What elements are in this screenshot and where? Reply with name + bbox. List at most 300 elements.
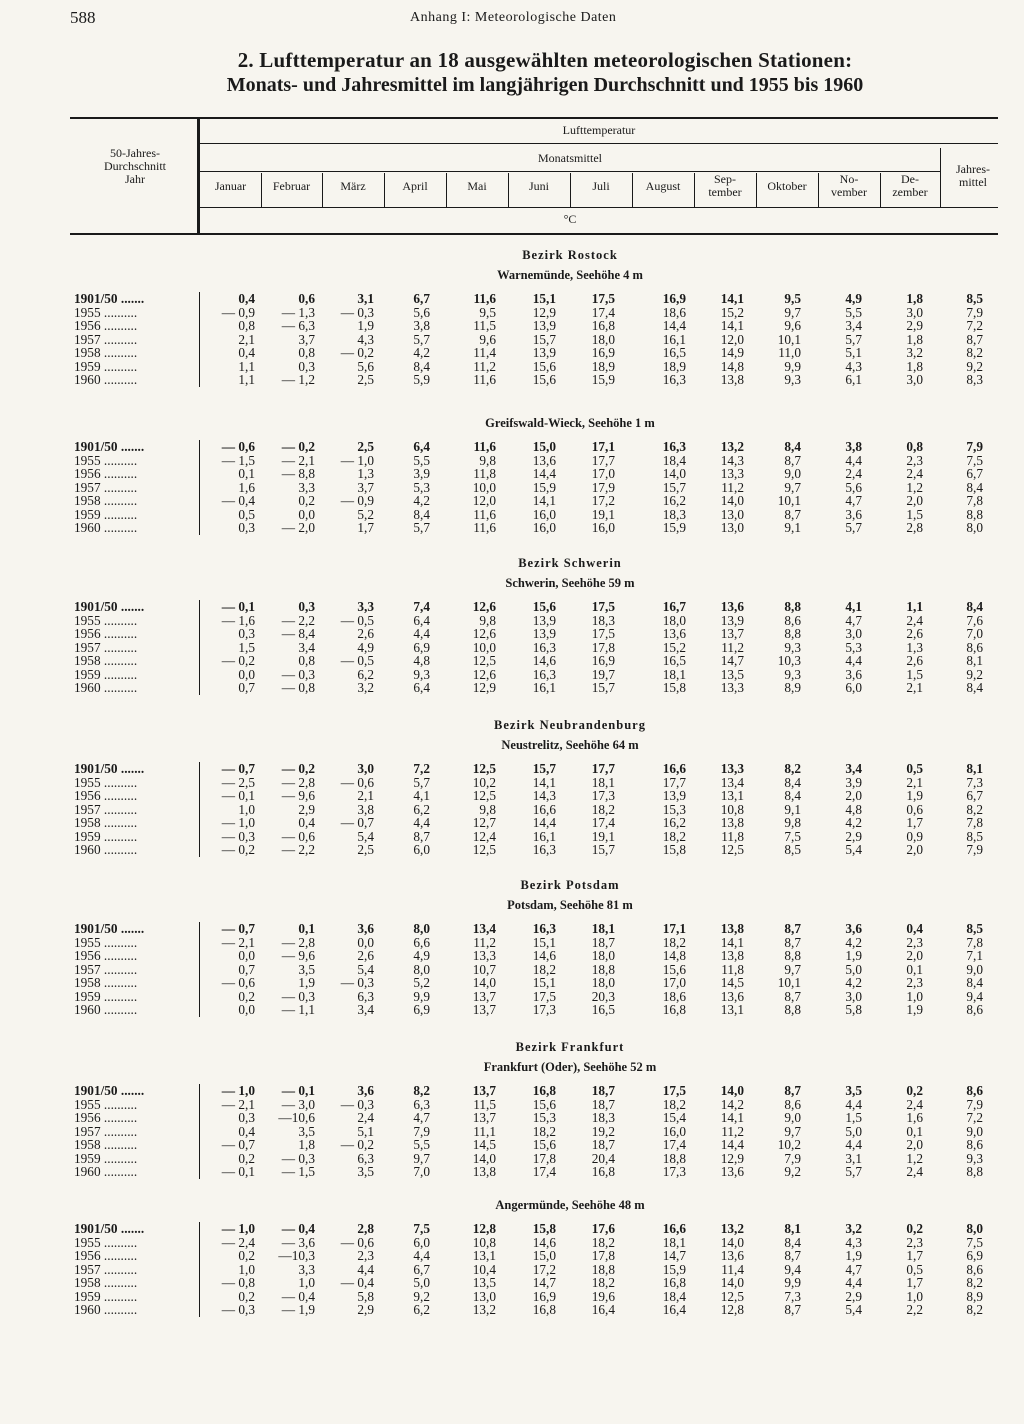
- month-value-cell: 1,7: [906, 1248, 923, 1263]
- month-value-cell: 4,3: [845, 358, 862, 374]
- month-value-cell: 17,2: [591, 493, 615, 508]
- month-value-cell: 8,4: [784, 788, 801, 803]
- month-value-cell: 1,7: [357, 520, 374, 535]
- annual-mean-cell: 9,2: [966, 666, 983, 682]
- annual-mean-cell: 9,2: [966, 358, 983, 374]
- month-value-cell: 6,3: [413, 1096, 430, 1112]
- annual-mean-cell: 8,2: [966, 1302, 983, 1317]
- annual-mean-cell: 8,3: [966, 372, 983, 387]
- month-value-cell: 13,6: [720, 1248, 744, 1263]
- month-value-cell: 18,6: [662, 304, 686, 320]
- data-rows: [0, 600, 1024, 695]
- month-value-cell: 3,4: [845, 761, 862, 776]
- month-value-cell: 0,1: [298, 921, 315, 936]
- month-value-cell: 6,0: [413, 1234, 430, 1250]
- month-value-cell: — 0,6: [340, 774, 374, 790]
- month-value-cell: 2,9: [845, 1288, 862, 1304]
- month-value-cell: 0,2: [298, 493, 315, 508]
- table-row: [0, 1003, 1024, 1017]
- month-value-cell: 9,9: [413, 988, 430, 1004]
- month-value-cell: — 0,1: [221, 599, 255, 614]
- month-value-cell: 0,2: [238, 1150, 255, 1166]
- month-value-cell: 16,0: [591, 520, 615, 535]
- month-value-cell: 1,1: [238, 372, 255, 387]
- month-value-cell: 0,3: [238, 520, 255, 535]
- month-value-cell: 3,6: [845, 921, 862, 936]
- month-value-cell: 1,8: [906, 358, 923, 374]
- table-row: [0, 843, 1024, 857]
- month-value-cell: 2,6: [357, 948, 374, 963]
- month-value-cell: 1,7: [906, 815, 923, 830]
- month-value-cell: 11,2: [721, 479, 744, 495]
- month-value-cell: — 0,3: [340, 1096, 374, 1112]
- month-value-cell: 13,9: [532, 612, 556, 628]
- month-value-cell: 4,4: [845, 1275, 862, 1290]
- month-header-line-1: Oktober: [767, 179, 807, 193]
- year-cell: 1957 ..........: [74, 479, 138, 495]
- month-value-cell: 2,0: [906, 1137, 923, 1152]
- annual-mean-cell: 8,4: [966, 680, 983, 695]
- month-value-cell: 5,4: [845, 842, 862, 857]
- annual-mean-cell: 8,5: [966, 921, 983, 936]
- month-value-cell: 16,6: [662, 1221, 686, 1236]
- month-value-cell: 9,9: [784, 1275, 801, 1290]
- month-value-cell: 16,8: [662, 1002, 686, 1017]
- month-value-cell: 4,9: [413, 948, 430, 963]
- month-value-cell: 17,5: [532, 988, 556, 1004]
- month-value-cell: 12,9: [720, 1150, 744, 1166]
- group-underline: [200, 143, 998, 144]
- annual-mean-cell: 6,7: [966, 788, 983, 803]
- subgroup-underline: [200, 171, 940, 172]
- month-value-cell: 8,2: [413, 1083, 430, 1098]
- station-title: Angermünde, Seehöhe 48 m: [495, 1198, 645, 1212]
- month-value-cell: 11,0: [778, 345, 801, 360]
- month-value-cell: 11,8: [721, 961, 744, 977]
- month-value-cell: 6,2: [413, 801, 430, 817]
- month-value-cell: 11,4: [721, 1261, 744, 1277]
- month-value-cell: 14,9: [720, 345, 744, 360]
- table-row: [0, 521, 1024, 535]
- month-value-cell: — 0,3: [221, 828, 255, 844]
- annual-mean-cell: 7,9: [966, 1096, 983, 1112]
- data-rows: [0, 762, 1024, 857]
- month-value-cell: — 2,5: [221, 774, 255, 790]
- month-value-cell: 18,7: [591, 1096, 615, 1112]
- month-value-cell: 17,3: [591, 788, 615, 803]
- month-value-cell: 18,1: [662, 1234, 686, 1250]
- month-value-cell: 17,2: [532, 1261, 556, 1277]
- month-value-cell: — 0,2: [340, 345, 374, 360]
- month-value-cell: 4,7: [413, 1110, 430, 1125]
- month-value-cell: 8,6: [784, 1096, 801, 1112]
- month-divider: [694, 173, 695, 207]
- month-value-cell: 18,2: [591, 801, 615, 817]
- month-value-cell: 1,6: [238, 479, 255, 495]
- month-value-cell: 13,1: [472, 1248, 496, 1263]
- month-value-cell: 2,0: [906, 842, 923, 857]
- month-value-cell: 4,2: [413, 345, 430, 360]
- annual-mean-cell: 8,6: [966, 1002, 983, 1017]
- month-value-cell: 20,4: [591, 1150, 615, 1166]
- month-value-cell: 5,6: [845, 479, 862, 495]
- month-value-cell: 12,6: [472, 599, 496, 614]
- data-rows: [0, 1084, 1024, 1179]
- month-value-cell: 8,7: [784, 452, 801, 468]
- month-value-cell: 5,6: [357, 358, 374, 374]
- month-value-cell: 17,5: [591, 291, 615, 306]
- month-value-cell: — 0,2: [221, 842, 255, 857]
- annual-mean-cell: 8,2: [966, 801, 983, 817]
- month-value-cell: — 0,1: [221, 1164, 255, 1179]
- annual-mean-cell: 6,7: [966, 466, 983, 481]
- month-value-cell: 3,4: [298, 639, 315, 655]
- month-value-cell: 18,1: [591, 921, 615, 936]
- month-value-cell: 7,5: [413, 1221, 430, 1236]
- month-value-cell: 2,4: [906, 1096, 923, 1112]
- month-value-cell: 16,9: [662, 291, 686, 306]
- month-value-cell: 16,8: [532, 1302, 556, 1317]
- month-value-cell: 11,1: [473, 1123, 496, 1139]
- month-value-cell: 2,4: [845, 466, 862, 481]
- month-header: [446, 180, 508, 193]
- month-value-cell: — 1,1: [281, 1002, 315, 1017]
- month-value-cell: 0,2: [238, 1248, 255, 1263]
- year-cell: 1958 ..........: [74, 815, 138, 830]
- month-value-cell: 12,5: [472, 842, 496, 857]
- month-value-cell: 5,2: [357, 506, 374, 522]
- annual-mean-cell: 7,9: [966, 842, 983, 857]
- year-cell: 1957 ..........: [74, 331, 138, 347]
- month-value-cell: 6,3: [357, 988, 374, 1004]
- month-header-line-1: März: [340, 179, 366, 193]
- month-header: [322, 180, 384, 193]
- annual-mean-cell: 8,6: [966, 639, 983, 655]
- year-cell: 1959 ..........: [74, 506, 138, 522]
- month-value-cell: 18,4: [662, 1288, 686, 1304]
- month-value-cell: 16,5: [662, 345, 686, 360]
- month-value-cell: 2,9: [845, 828, 862, 844]
- month-value-cell: 2,8: [906, 520, 923, 535]
- year-cell: 1958 ..........: [74, 975, 138, 990]
- month-value-cell: 13,3: [472, 948, 496, 963]
- month-value-cell: 13,2: [472, 1302, 496, 1317]
- year-cell: 1960 ..........: [74, 1164, 138, 1179]
- month-value-cell: 19,6: [591, 1288, 615, 1304]
- annual-mean-cell: 8,2: [966, 345, 983, 360]
- month-value-cell: 0,4: [298, 815, 315, 830]
- month-value-cell: 7,0: [413, 1164, 430, 1179]
- month-value-cell: 18,3: [591, 612, 615, 628]
- year-cell: 1956 ..........: [74, 1248, 138, 1263]
- month-header: [508, 180, 570, 193]
- month-value-cell: 18,8: [591, 961, 615, 977]
- month-value-cell: 14,7: [532, 1275, 556, 1290]
- month-value-cell: 8,4: [784, 1234, 801, 1250]
- month-value-cell: 12,5: [720, 1288, 744, 1304]
- month-value-cell: 5,0: [845, 1123, 862, 1139]
- year-cell: 1956 ..........: [74, 626, 138, 641]
- month-divider: [384, 173, 385, 207]
- month-value-cell: 8,7: [784, 1302, 801, 1317]
- table-row: [0, 292, 1024, 306]
- month-value-cell: — 1,5: [281, 1164, 315, 1179]
- station-title: Frankfurt (Oder), Seehöhe 52 m: [483, 1060, 657, 1074]
- month-value-cell: 10,7: [472, 961, 496, 977]
- table-row: [0, 1290, 1024, 1304]
- table-row: [0, 1276, 1024, 1290]
- month-value-cell: 2,5: [357, 842, 374, 857]
- table-row: [0, 1263, 1024, 1277]
- month-value-cell: 20,3: [591, 988, 615, 1004]
- table-row: [0, 467, 1024, 481]
- month-value-cell: 4,8: [413, 653, 430, 668]
- month-header: [818, 173, 880, 199]
- month-value-cell: — 2,0: [281, 520, 315, 535]
- month-value-cell: 18,2: [662, 1096, 686, 1112]
- month-header-line-1: Sep-: [714, 172, 736, 186]
- month-value-cell: 17,1: [591, 439, 615, 454]
- year-cell: 1956 ..........: [74, 318, 138, 333]
- month-value-cell: 2,9: [357, 1302, 374, 1317]
- month-value-cell: 15,9: [662, 520, 686, 535]
- year-cell: 1955 ..........: [74, 304, 138, 320]
- month-value-cell: 0,8: [906, 439, 923, 454]
- annual-mean-cell: 8,6: [966, 1261, 983, 1277]
- month-value-cell: 13,6: [662, 626, 686, 641]
- station-title: Warnemünde, Seehöhe 4 m: [497, 268, 643, 282]
- month-header-line-1: Juni: [528, 179, 549, 193]
- month-value-cell: 3,6: [357, 921, 374, 936]
- year-cell: 1901/50 .......: [74, 921, 145, 936]
- month-value-cell: 11,2: [721, 1123, 744, 1139]
- table-row: [0, 1249, 1024, 1263]
- month-value-cell: 4,1: [845, 599, 862, 614]
- table-row: [0, 681, 1024, 695]
- table-row: [0, 1084, 1024, 1098]
- month-value-cell: 8,6: [784, 612, 801, 628]
- month-value-cell: 4,4: [413, 815, 430, 830]
- month-value-cell: 9,8: [784, 815, 801, 830]
- month-value-cell: 5,8: [357, 1288, 374, 1304]
- month-value-cell: 15,0: [532, 1248, 556, 1263]
- month-value-cell: 3,2: [845, 1221, 862, 1236]
- table-row: [0, 816, 1024, 830]
- month-value-cell: 1,3: [357, 466, 374, 481]
- month-value-cell: — 8,4: [281, 626, 315, 641]
- month-value-cell: 14,0: [720, 493, 744, 508]
- month-value-cell: 1,0: [238, 801, 255, 817]
- year-cell: 1957 ..........: [74, 1123, 138, 1139]
- month-value-cell: 18,2: [591, 1275, 615, 1290]
- year-cell: 1955 ..........: [74, 1096, 138, 1112]
- month-value-cell: 1,9: [357, 318, 374, 333]
- month-value-cell: — 0,2: [281, 761, 315, 776]
- month-value-cell: 11,2: [473, 934, 496, 950]
- month-value-cell: 13,0: [720, 520, 744, 535]
- month-value-cell: 17,0: [591, 466, 615, 481]
- month-value-cell: — 1,0: [340, 452, 374, 468]
- month-value-cell: 0,2: [906, 1083, 923, 1098]
- month-value-cell: 5,7: [413, 774, 430, 790]
- month-value-cell: — 0,3: [281, 988, 315, 1004]
- month-value-cell: 16,6: [662, 761, 686, 776]
- annual-mean-cell: 8,5: [966, 291, 983, 306]
- month-value-cell: 9,3: [784, 666, 801, 682]
- month-value-cell: 0,3: [238, 626, 255, 641]
- month-value-cell: 4,7: [845, 493, 862, 508]
- month-value-cell: 10,8: [472, 1234, 496, 1250]
- year-cell: 1960 ..........: [74, 680, 138, 695]
- table-row: [0, 454, 1024, 468]
- month-value-cell: 1,7: [906, 1275, 923, 1290]
- month-value-cell: 0,8: [298, 653, 315, 668]
- month-value-cell: 5,4: [357, 828, 374, 844]
- month-value-cell: — 2,2: [281, 842, 315, 857]
- month-value-cell: 2,6: [357, 626, 374, 641]
- month-value-cell: 19,2: [591, 1123, 615, 1139]
- month-value-cell: 0,4: [238, 345, 255, 360]
- month-value-cell: 13,7: [472, 988, 496, 1004]
- month-value-cell: 3,9: [845, 774, 862, 790]
- month-value-cell: 17,7: [591, 452, 615, 468]
- annual-divider: [940, 148, 941, 208]
- month-value-cell: 4,4: [845, 653, 862, 668]
- month-value-cell: 12,8: [472, 1221, 496, 1236]
- table-row: [0, 949, 1024, 963]
- month-value-cell: 5,5: [845, 304, 862, 320]
- month-value-cell: 4,4: [845, 452, 862, 468]
- month-value-cell: 9,1: [784, 520, 801, 535]
- month-value-cell: 0,8: [238, 318, 255, 333]
- month-value-cell: 11,4: [473, 345, 496, 360]
- annual-mean-cell: 7,5: [966, 452, 983, 468]
- month-value-cell: 11,6: [473, 506, 496, 522]
- annual-mean-cell: 6,9: [966, 1248, 983, 1263]
- month-value-cell: — 0,3: [340, 304, 374, 320]
- month-value-cell: 3,6: [845, 506, 862, 522]
- annual-mean-cell: 7,8: [966, 815, 983, 830]
- month-value-cell: 7,5: [784, 828, 801, 844]
- month-divider: [508, 173, 509, 207]
- month-value-cell: 13,9: [720, 612, 744, 628]
- month-value-cell: 9,1: [784, 801, 801, 817]
- month-value-cell: 13,8: [720, 815, 744, 830]
- month-value-cell: 9,7: [413, 1150, 430, 1166]
- annual-mean-cell: 8,2: [966, 1275, 983, 1290]
- month-value-cell: 16,0: [532, 506, 556, 522]
- month-value-cell: 12,9: [472, 680, 496, 695]
- month-value-cell: 14,0: [472, 975, 496, 990]
- month-value-cell: 0,4: [238, 291, 255, 306]
- month-value-cell: 6,7: [413, 291, 430, 306]
- month-value-cell: 11,6: [473, 439, 496, 454]
- month-value-cell: 13,8: [720, 372, 744, 387]
- month-value-cell: — 1,9: [281, 1302, 315, 1317]
- month-header-line-2: tember: [708, 185, 742, 199]
- table-row: [0, 494, 1024, 508]
- month-value-cell: — 0,8: [221, 1275, 255, 1290]
- month-value-cell: — 0,6: [281, 828, 315, 844]
- month-value-cell: 9,2: [413, 1288, 430, 1304]
- month-value-cell: 17,7: [591, 761, 615, 776]
- month-value-cell: 2,0: [845, 788, 862, 803]
- month-value-cell: 2,4: [357, 1110, 374, 1125]
- month-header: [570, 180, 632, 193]
- month-value-cell: — 0,7: [221, 761, 255, 776]
- month-value-cell: 18,0: [591, 948, 615, 963]
- month-value-cell: — 9,6: [281, 788, 315, 803]
- month-value-cell: 14,0: [720, 1275, 744, 1290]
- month-value-cell: 16,6: [532, 801, 556, 817]
- month-value-cell: 16,7: [662, 599, 686, 614]
- month-value-cell: 9,2: [784, 1164, 801, 1179]
- month-value-cell: 15,6: [532, 599, 556, 614]
- month-value-cell: 6,0: [413, 842, 430, 857]
- month-value-cell: — 0,9: [221, 304, 255, 320]
- month-value-cell: 15,6: [532, 1137, 556, 1152]
- month-value-cell: 19,7: [591, 666, 615, 682]
- month-value-cell: 1,5: [238, 639, 255, 655]
- month-divider: [880, 173, 881, 207]
- annual-mean-cell: 8,6: [966, 1083, 983, 1098]
- month-value-cell: 8,4: [413, 506, 430, 522]
- year-cell: 1959 ..........: [74, 828, 138, 844]
- month-value-cell: 12,6: [472, 626, 496, 641]
- unit-header: °C: [563, 212, 577, 226]
- month-value-cell: 8,8: [784, 599, 801, 614]
- month-header-line-1: Januar: [214, 179, 247, 193]
- month-value-cell: 4,8: [845, 801, 862, 817]
- month-value-cell: 1,5: [845, 1110, 862, 1125]
- table-title: 2. Lufttemperatur an 18 ausgewählten meteorologischen Stationen:: [237, 48, 853, 72]
- month-value-cell: 14,8: [662, 948, 686, 963]
- month-value-cell: 4,7: [845, 612, 862, 628]
- month-value-cell: 13,9: [532, 626, 556, 641]
- table-row: [0, 481, 1024, 495]
- month-value-cell: 18,7: [591, 934, 615, 950]
- month-value-cell: 4,7: [845, 1261, 862, 1277]
- month-value-cell: 0,0: [298, 506, 315, 522]
- month-value-cell: 13,3: [720, 466, 744, 481]
- district-title: Bezirk Potsdam: [520, 878, 620, 892]
- month-value-cell: — 1,0: [221, 1221, 255, 1236]
- month-value-cell: 9,0: [784, 466, 801, 481]
- month-value-cell: 6,3: [357, 1150, 374, 1166]
- annual-mean-cell: 7,8: [966, 493, 983, 508]
- month-value-cell: 17,5: [662, 1083, 686, 1098]
- month-value-cell: 6,9: [413, 639, 430, 655]
- annual-mean-cell: 8,5: [966, 828, 983, 844]
- year-cell: 1957 ..........: [74, 639, 138, 655]
- month-value-cell: 16,0: [532, 520, 556, 535]
- group-header: Lufttemperatur: [562, 123, 636, 137]
- year-cell: 1955 ..........: [74, 612, 138, 628]
- annual-mean-cell: 7,2: [966, 318, 983, 333]
- month-value-cell: 0,7: [238, 680, 255, 695]
- month-value-cell: 10,2: [777, 1137, 801, 1152]
- year-cell: 1959 ..........: [74, 358, 138, 374]
- month-value-cell: 16,8: [591, 318, 615, 333]
- month-value-cell: 18,9: [662, 358, 686, 374]
- month-value-cell: 16,3: [662, 372, 686, 387]
- month-value-cell: 14,3: [720, 452, 744, 468]
- month-divider: [322, 173, 323, 207]
- month-value-cell: — 0,5: [340, 653, 374, 668]
- month-value-cell: 14,1: [720, 291, 744, 306]
- month-value-cell: 3,8: [845, 439, 862, 454]
- month-value-cell: 0,0: [238, 948, 255, 963]
